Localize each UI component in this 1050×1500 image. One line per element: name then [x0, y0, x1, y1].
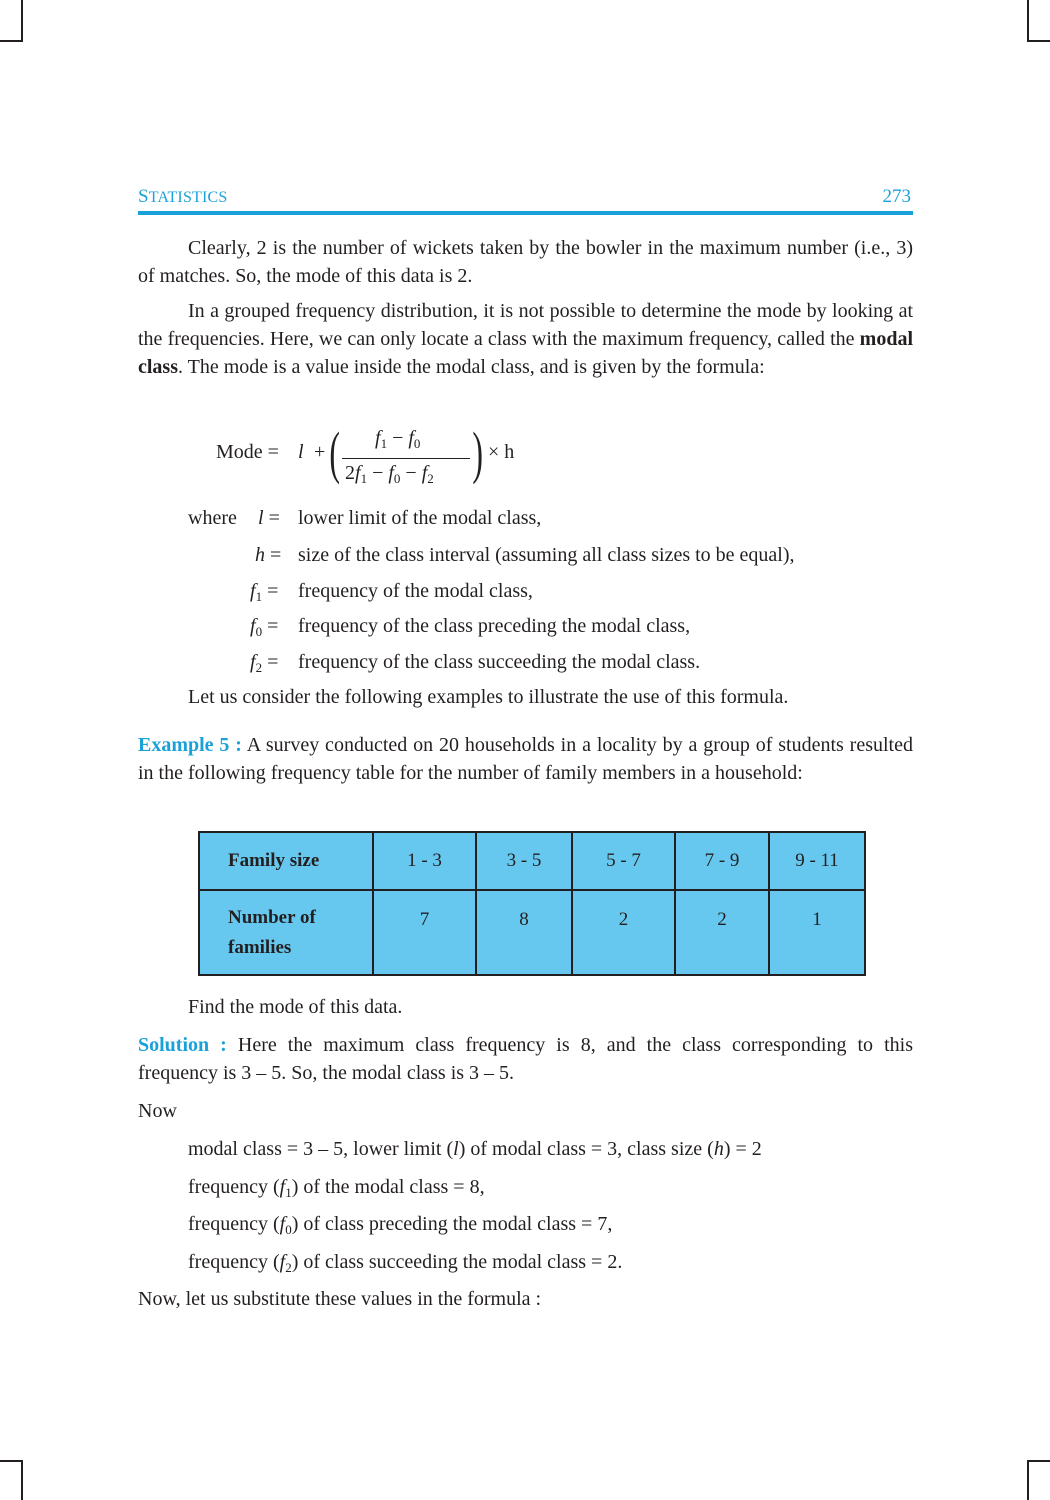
row-header-number-of-families: Number of families: [199, 890, 373, 975]
header-rule: [138, 211, 913, 215]
calc-f1: frequency $(f_1)$ of the modal class = 8,: [188, 1176, 485, 1200]
class-cell: 9 - 11: [769, 832, 865, 890]
formula-numerator: $f_1 - f_0$: [375, 427, 421, 451]
modal-class-term: modal class: [138, 328, 913, 378]
calc-f0: frequency $(f_0)$ of class preceding the modal class = 7,: [188, 1213, 613, 1237]
crop-mark-top-left: [21, 0, 23, 42]
frequency-cell: 2: [572, 890, 675, 975]
def-f0-symbol: $f_0$ =: [250, 615, 279, 639]
crop-mark-top-right: [1027, 0, 1029, 42]
left-parenthesis: (: [329, 420, 340, 485]
class-cell: 3 - 5: [476, 832, 572, 890]
formula-plus: +: [314, 441, 326, 463]
class-cell: 7 - 9: [675, 832, 769, 890]
calc-f2: frequency $(f_2)$ of class succeeding the modal class = 2.: [188, 1251, 623, 1275]
table-row: [199, 832, 865, 890]
example-5: Example 5 : A survey conducted on 20 households in a locality by a group of students resulted in the following frequency table for the number of family members in a household:: [138, 734, 913, 784]
substitute-text: Now, let us substitute these values in the formula :: [138, 1288, 542, 1310]
paragraph-modal-class: In a grouped frequency distribution, it is not possible to determine the mode by looking at the frequencies. Here, we can only locate a class with the maximum frequency, called the modal class. The mode is a value inside the modal class, and is given by the formula:: [138, 300, 913, 378]
def-l-symbol: l =: [258, 507, 280, 529]
def-f2: frequency of the class succeeding the modal class.: [298, 651, 701, 673]
frequency-cell: 7: [373, 890, 476, 975]
chapter-title: STATISTICS: [138, 186, 228, 207]
frequency-cell: 2: [675, 890, 769, 975]
crop-mark-bottom-left-h: [0, 1460, 23, 1462]
formula-denominator: $2f_1 - f_0 - f_2$: [345, 462, 434, 486]
crop-mark-top-right-h: [1027, 40, 1050, 42]
right-parenthesis: ): [472, 420, 483, 485]
crop-mark-bottom-left: [21, 1460, 23, 1500]
formula-times-h: × h: [488, 441, 515, 463]
fraction-bar: [342, 458, 470, 459]
formula-label: Mode =: [216, 441, 279, 463]
example-label: Example 5 :: [138, 734, 242, 756]
crop-mark-bottom-right: [1027, 1460, 1029, 1500]
find-mode-text: Find the mode of this data.: [188, 996, 403, 1018]
page-number: 273: [882, 186, 911, 207]
frequency-cell: 1: [769, 890, 865, 975]
running-header: [138, 186, 913, 210]
calc-modal-class: modal class = 3 – 5, lower limit (l) of modal class = 3, class size (h) = 2: [188, 1138, 762, 1160]
def-f1: frequency of the modal class,: [298, 580, 533, 602]
consider-text: Let us consider the following examples to illustrate the use of this formula.: [188, 686, 789, 708]
class-cell: 5 - 7: [572, 832, 675, 890]
table-row: [199, 890, 865, 975]
family-size-table: [198, 831, 866, 976]
solution: Solution : Here the maximum class frequency is 8, and the class corresponding to this frequency is 3 – 5. So, the modal class is 3 – 5.: [138, 1034, 913, 1084]
row-header-family-size: Family size: [199, 832, 373, 890]
formula-l: l: [298, 441, 304, 463]
def-l: lower limit of the modal class,: [298, 507, 542, 529]
crop-mark-bottom-right-h: [1027, 1460, 1050, 1462]
def-h: size of the class interval (assuming all class sizes to be equal),: [298, 544, 795, 566]
def-h-symbol: h =: [255, 544, 282, 566]
now-label: Now: [138, 1100, 177, 1122]
def-f0: frequency of the class preceding the modal class,: [298, 615, 691, 637]
class-cell: 1 - 3: [373, 832, 476, 890]
paragraph-wickets: Clearly, 2 is the number of wickets taken by the bowler in the maximum number (i.e., 3) of matches. So, the mode of this data is 2.: [138, 237, 913, 287]
def-f2-symbol: $f_2$ =: [250, 651, 279, 675]
solution-label: Solution :: [138, 1034, 227, 1056]
def-f1-symbol: $f_1$ =: [250, 580, 279, 604]
crop-mark-top-left-h: [0, 40, 23, 42]
frequency-cell: 8: [476, 890, 572, 975]
where-label: where: [188, 507, 237, 529]
